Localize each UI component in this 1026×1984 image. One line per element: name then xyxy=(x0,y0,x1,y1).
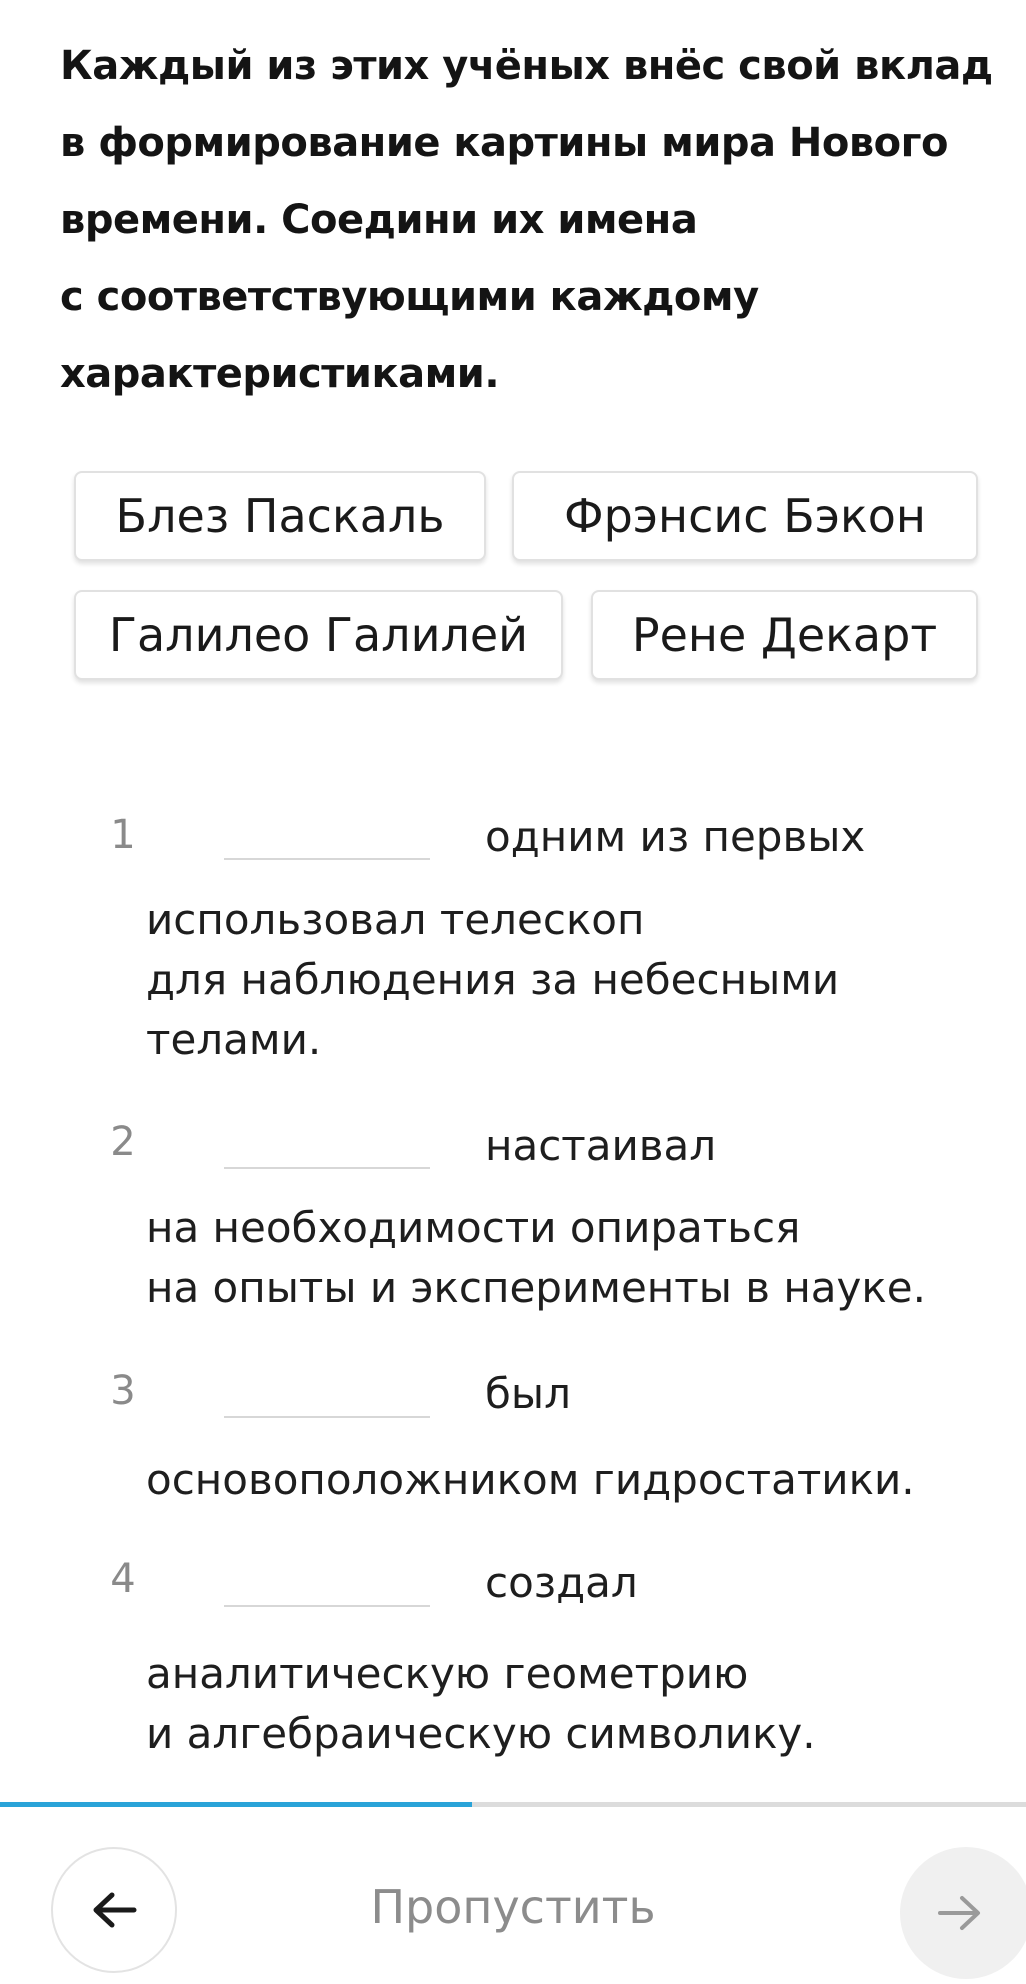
answer-blank-3[interactable] xyxy=(224,1416,430,1418)
skip-button[interactable]: Пропустить xyxy=(370,1880,656,1934)
question-line: с соответствующими каждому xyxy=(60,274,759,320)
item-number: 1 xyxy=(110,812,136,858)
option-chip-galileo[interactable]: Галилео Галилей xyxy=(74,590,563,680)
option-chip-pascal[interactable]: Блез Паскаль xyxy=(74,471,486,561)
answer-blank-2[interactable] xyxy=(224,1167,430,1169)
next-button[interactable] xyxy=(900,1847,1026,1979)
question-line: характеристиками. xyxy=(60,351,500,397)
progress-fill xyxy=(0,1802,472,1807)
item-rest-text: аналитическую геометрию и алгебраическую символику. xyxy=(146,1649,816,1758)
item-number: 4 xyxy=(110,1556,136,1602)
arrow-right-icon xyxy=(936,1893,984,1933)
item-first-line: создал xyxy=(485,1558,638,1607)
item-first-line: был xyxy=(485,1369,571,1418)
answer-blank-4[interactable] xyxy=(224,1605,430,1607)
item-number: 2 xyxy=(110,1119,136,1165)
question-line: в формирование картины мира Нового xyxy=(60,120,949,166)
arrow-left-icon xyxy=(90,1890,138,1930)
question-line: Каждый из этих учёных внёс свой вклад xyxy=(60,43,993,89)
answer-blank-1[interactable] xyxy=(224,858,430,860)
item-first-line: одним из первых xyxy=(485,812,866,861)
option-chip-bacon[interactable]: Фрэнсис Бэкон xyxy=(512,471,978,561)
question-text xyxy=(60,28,1000,413)
item-rest-text: использовал телескоп для наблюдения за небесными телами. xyxy=(146,895,840,1064)
question-line: времени. Соедини их имена xyxy=(60,197,698,243)
item-rest-text: на необходимости опираться на опыты и эксперименты в науке. xyxy=(146,1203,926,1312)
option-chip-descartes[interactable]: Рене Декарт xyxy=(591,590,978,680)
progress-bar xyxy=(0,1802,1026,1807)
item-number: 3 xyxy=(110,1368,136,1414)
back-button[interactable] xyxy=(51,1847,177,1973)
item-rest-text: основоположником гидростатики. xyxy=(146,1455,915,1504)
item-first-line: настаивал xyxy=(485,1121,717,1170)
